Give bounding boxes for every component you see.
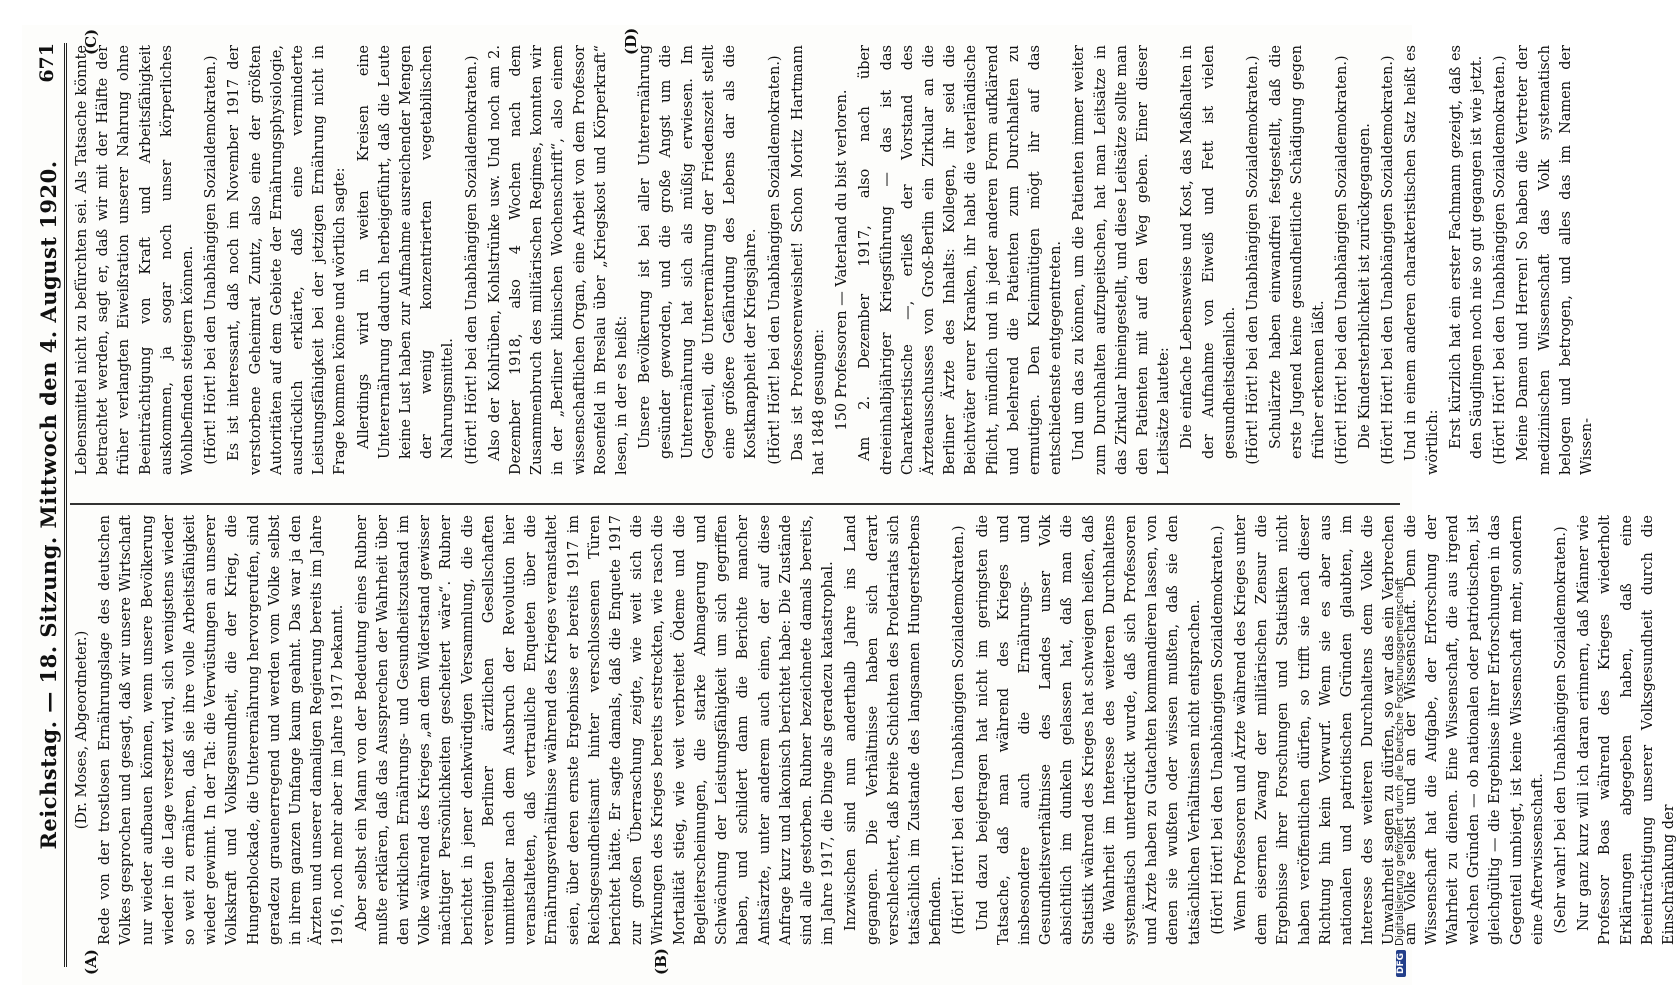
margin-mark-c: (C) [82,28,100,55]
page-number: 671 [36,43,58,83]
interjection: (Hört! Hört! bei den Unabhängigen Sozialdemokraten.) [1209,525,1226,935]
paragraph: Wenn Professoren und Ärzte während des Krieges unter dem eisernen Zwang der militärischen Zensur die Ergebnisse ihrer Forschungen und Statistiken nicht haben veröffentlichen dürfen, so trifft sie nach dieser Richtung hin kein Vorwurf. Wenn sie es aber aus nationalen und patriotischen Gründen glaubten, im Interesse des weiteren Durchhaltens dem Volke die Unwahrheit sagen zu dürfen, so war das ein Verbrechen am Volke selbst und an der Wissenschaft. Denn die Wissenschaft hat die Aufgabe, der Erforschung der Wahrheit zu dienen. Eine Wissenschaft, die aus irgend welchen Gründen — ob nationalen oder patriotischen, ist gleichgültig — die Ergebnisse ihrer Erforschungen in das Gegenteil umbiegt, ist keine Wissenschaft mehr, sondern eine Afterwissenschaft. [1232,515,1546,945]
interjection: (Hört! Hört! bei den Unabhängigen Sozialdemokraten.) [1492,55,1509,465]
right-column [72,45,1596,475]
paragraph: Es ist interessant, daß noch im November 1917 der verstorbene Geheimrat Zuntz, also eine der größten Autoritäten auf dem Gebiete der Ernährungsphysiologie, ausdrücklich erklärte, daß eine verminderte Leistungsfähigkeit bei der jetzigen Ernährung nicht in Frage kommen könne und wörtlich sagte: [226,45,349,475]
running-title: Reichstag. — 18. Sitzung. Mittwoch den 4. August 1920. [36,160,61,850]
quotation: Die Kindersterblichkeit ist zurückgegangen. [1356,123,1373,449]
dfg-logo: DFG [1396,950,1406,977]
interjection: (Hört! Hört! bei den Unabhängigen Sozialdemokraten.) [203,55,220,465]
margin-mark-b: (B) [652,948,670,975]
page-header [30,43,67,967]
interjection: (Hört! Hört! bei den Unabhängigen Sozialdemokraten.) [951,525,968,935]
quotation: Erst kürzlich hat ein erster Fachmann gezeigt, daß es den Säuglingen noch nie so gut gegangen ist wie jetzt. [1447,45,1485,459]
margin-mark-d: (D) [622,27,640,55]
paragraph: Und in einem anderen charakteristischen Satz heißt es wörtlich: [1403,45,1441,475]
quotation: Schulärzte haben einwandfrei festgestellt, daß die erste Jugend keine gesundheitliche Schädigung gegen früher erkennen läßt. [1268,45,1327,459]
interjection: (Hört! Hört! bei den Unabhängigen Sozialdemokraten.) [1244,55,1261,465]
credit-text: Digitalisierung gefördert durch die Deutsche Forschungsgemeinschaft [1394,577,1406,946]
paragraph: Am 2. Dezember 1917, also nach über dreieinhalbjähriger Kriegsführung — das ist das Charakteristische —, erließ der Vorstand des Ärzteausschusses von Groß-Berlin ein Zirkular an die Berliner Ärzte des Inhalts: Kollegen, ihr seid die Beichtväter eurer Kranken, ihr habt die vaterländische Pflicht, mündlich und in jeder anderen Form aufklärend und belehrend die Patienten zum Durchhalten zu ermutigen. Den Kleinmütigen mögt ihr auf das entschiedenste entgegentreten. [857,45,1065,475]
interjection: (Hört! Hört! bei den Unabhängigen Sozialdemokraten.) [1333,55,1350,465]
paragraph: Und um das zu können, um die Patienten immer weiter zum Durchhalten aufzupeitschen, hat man Leitsätze in das Zirkular hineingestellt, und diese Leitsätze sollte man den Patienten mit auf den Weg geben. Einer dieser Leitsätze lautete: [1071,45,1173,475]
paragraph: Lebensmittel nicht zu befürchten sei. Als Tatsache könnte betrachtet werden, sagt er, daß wir mit der Hälfte der früher verlangten Eiweißration unserer Nahrung ohne Beeinträchtigung von Kraft und Arbeitsfähigkeit auskommen, ja sogar noch unser körperliches Wohlbefinden steigern können. [74,45,197,475]
digitization-credit [1394,25,1406,985]
speaker-line: (Dr. Moses, Abgeordneter.) [74,630,90,830]
paragraph: Inzwischen sind nun anderthalb Jahre ins Land gegangen. Die Verhältnisse haben sich derart verschlechtert, daß breite Schichten des Proletariats sich tatsächlich im Zustande des langsamen Hungersterbens befinden. [843,515,945,945]
interjection: (Hört! Hört! bei den Unabhängigen Sozialdemokraten.) [463,55,480,465]
interjection: (Hört! Hört! bei den Unabhängigen Sozialdemokraten.) [766,55,783,465]
paragraph: Und dazu beigetragen hat nicht im geringsten die Tatsache, daß man während des Krieges und insbesondere auch die Ernährungs- und Gesundheitsverhältnisse des Landes unser Volk absichtlich im dunkeln gelassen hat, daß man die Statistik während des Krieges hat schweigen heißen, daß die Wahrheit im Interesse des weiteren Durchhaltens systematisch unterdrückt wurde, daß sich Professoren und Ärzte haben zu Gutachten kommandieren lassen, von denen sie wußten oder wissen mußten, daß sie den tatsächlichen Verhältnissen nicht entsprachen. [974,515,1203,945]
quotation: Die einfache Lebensweise und Kost, das Maßhalten in der Aufnahme von Eiweiß und Fett ist vielen gesundheitsdienlich. [1179,45,1238,459]
verse: 150 Professoren — Vaterland du bist verloren. [834,89,851,431]
paragraph: Aber selbst ein Mann von der Bedeutung eines Rubner mußte erklären, daß das Aussprechen der Wahrheit über den wirklichen Ernährungs- und Gesundheitszustand im Volke während des Krieges „an dem Widerstand gewisser mächtiger Persönlichkeiten gescheitert wäre“. Rubner berichtet in jener denkwürdigen Versammlung, die die vereinigten Berliner ärztlichen Gesellschaften unmittelbar nach dem Ausbruch der Revolution hier veranstalteten, daß vertrauliche Enqueten über die Ernährungsverhältnisse während des Krieges veranstaltet seien, über deren ernste Ergebnisse er bereits 1917 im Reichsgesundheitsamt hinter verschlossenen Türen berichtet hätte. Er sagte damals, daß die Enquete 1917 zur großen Überraschung zeigte, wie weit sich die Wirkungen des Krieges bereits erstreckten, wie rasch die Mortalität stieg, wie weit verbreitet Ödeme und die Begleiterscheinungen, die starke Abmagerung und Schwächung der Leistungsfähigkeit um sich gegriffen haben, und schildert dann die Berichte mancher Amtsärzte, unter anderem auch einen, der auf diese Anfrage kurz und lakonisch berichtet habe: Die Zustände sind alle gestorben. Rubner bezeichnete damals bereits, im Jahre 1917, die Dinge als geradezu katastrophal. [353,515,837,945]
margin-mark-a: (A) [82,949,100,975]
paragraph: Also der Kohlrüben, Kohlstrünke usw. Und noch am 2. Dezember 1918, also 4 Wochen nach dem Zusammenbruch des militärischen Regimes, konnten wir in der „Berliner klinischen Wochenschrift“, also einem wissenschaftlichen Organ, eine Arbeit von dem Professor Rosenfeld in Breslau über „Kriegskost und Körperkraft“ lesen, in der es heißt: [486,45,631,475]
column-divider [70,503,1400,505]
paragraph: Nur ganz kurz will ich daran erinnern, daß Männer wie Professor Boas während des Krieges wiederholt Erklärungen abgegeben haben, daß eine Beeinträchtigung unserer Volksgesundheit durch die Einschränkung der [1576,515,1678,945]
quotation: Allerdings wird in weiten Kreisen eine Unterernährung dadurch herbeigeführt, daß die Leute keine Lust haben zur Aufnahme ausreichender Mengen der wenig konzentrierten vegetabilischen Nahrungsmittel. [355,45,457,459]
document-page [22,25,1678,985]
paragraph: Das ist Professorenweisheit! Schon Moritz Hartmann hat 1848 gesungen: [789,45,827,475]
interjection: (Hört! Hört! bei den Unabhängigen Sozialdemokraten.) [1380,55,1397,465]
paragraph: Meine Damen und Herren! So haben die Vertreter der medizinischen Wissenschaft das Volk systematisch belogen und betrogen, und alles das im Namen der Wissen- [1515,45,1596,475]
interjection: (Sehr wahr! bei den Unabhängigen Sozialdemokraten.) [1553,526,1570,934]
paragraph: Rede von der trostlosen Ernährungslage des deutschen Volkes gesprochen und gesagt, daß wir unsere Wirtschaft nur wieder aufbauen können, wenn unsere Bevölkerung wieder in die Lage versetzt wird, sich wenigstens wieder so weit zu ernähren, daß sie ihre volle Arbeitsfähigkeit wieder gewinnt. In der Tat: die Verwüstungen an unserer Volkskraft und Volksgesundheit, die der Krieg, die Hungerblockade, die Unterernährung hervorgerufen, sind geradezu grauenerregend und werden vom Volke selbst in ihrem ganzen Umfange kaum geahnt. Das war ja den Ärzten und unserer damaligen Regierung bereits im Jahre 1916, noch mehr aber im Jahre 1917 bekannt. [97,515,347,945]
quotation: Unsere Bevölkerung ist bei aller Unterernährung gesünder geworden, und die große Angst um die Unterernährung hat sich als müßig erwiesen. Im Gegenteil, die Unterernährung der Friedenszeit stellt eine größere Gefährdung des Lebens dar als die Kostknappheit der Kriegsjahre. [637,45,760,459]
